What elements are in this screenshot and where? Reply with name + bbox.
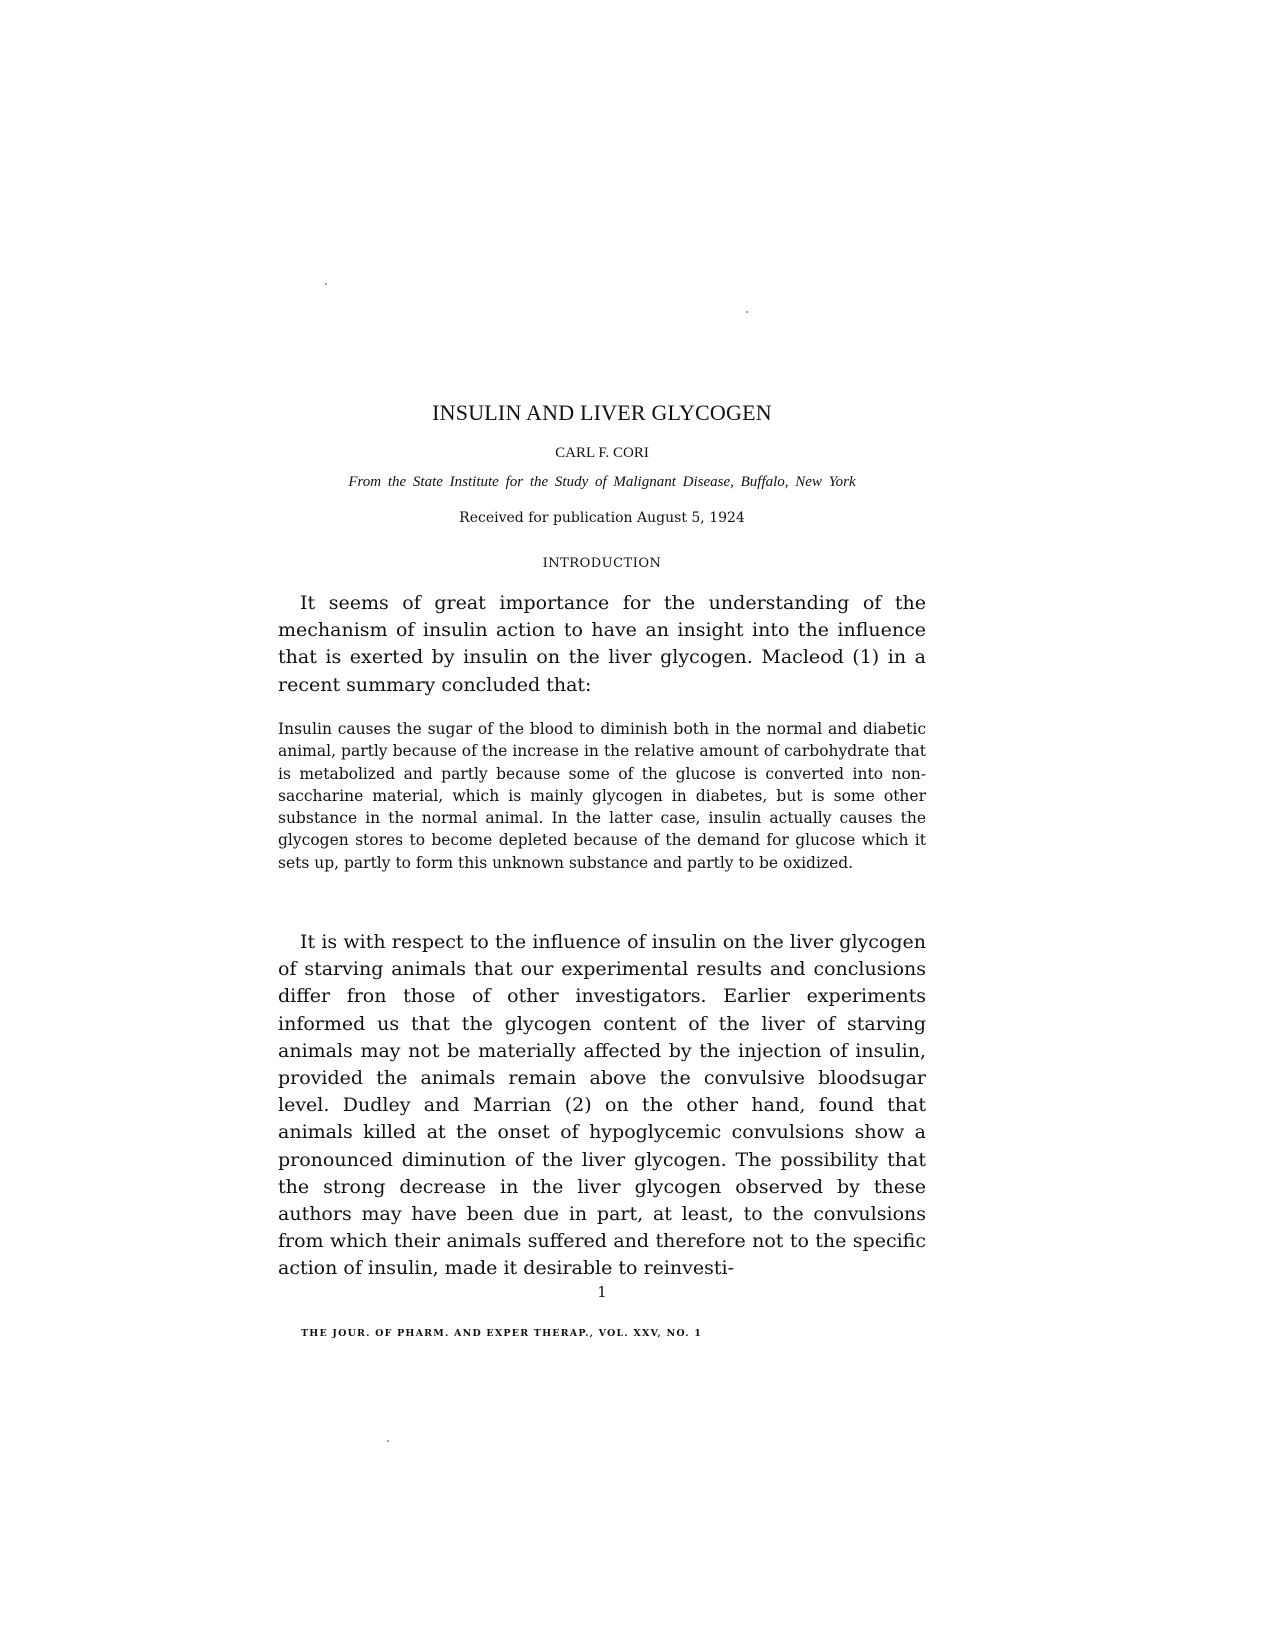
- scan-speck: [387, 1440, 389, 1442]
- page-number: 1: [597, 1283, 607, 1301]
- scan-speck: [325, 283, 327, 285]
- block-quote: Insulin causes the sugar of the blood to diminish both in the normal and diabetic animal, partly because of the increase in the relative amount of carbohydrate that is metabolized and partly because some of the glucose is converted into non-saccharine material, which is mainly glycogen in diabetes, but is some other substance in the normal animal. In the latter case, insulin actually causes the glycogen stores to become depleted because of the demand for glucose which it sets up, partly to form this unknown substance and partly to be oxidized.: [278, 720, 926, 872]
- article-author: CARL F. CORI: [555, 445, 649, 461]
- section-heading-introduction: INTRODUCTION: [542, 556, 662, 571]
- article-affiliation: From the State Institute for the Study of Malignant Disease, Buffalo, New York: [348, 474, 856, 490]
- article-title: INSULIN AND LIVER GLYCOGEN: [432, 400, 772, 425]
- received-date: Received for publication August 5, 1924: [459, 510, 745, 526]
- paper-page: [278, 0, 926, 1651]
- journal-footer: THE JOUR. OF PHARM. AND EXPER THERAP., VOL. XXV, NO. 1: [301, 1328, 703, 1339]
- body-paragraph-2: It is with respect to the influence of insulin on the liver glycogen of starving animals that our experimental results and conclusions differ fron those of other investigators. Earlier experiments informed us that the glycogen content of the liver of starving animals may not be materially affected by the injection of insulin, provided the animals remain above the convulsive bloodsugar level. Dudley and Marrian (2) on the other hand, found that animals killed at the onset of hypoglycemic convulsions show a pronounced diminution of the liver glycogen. The possibility that the strong decrease in the liver glycogen observed by these authors may have been due in part, at least, to the convulsions from which their animals suffered and therefore not to the specific action of insulin, made it desirable to reinvesti-: [278, 931, 926, 1280]
- body-paragraph-1: It seems of great importance for the understanding of the mechanism of insulin action to have an insight into the influence that is exerted by insulin on the liver glycogen. Macleod (1) in a recent summary concluded that:: [278, 592, 926, 696]
- scan-speck: [746, 311, 748, 313]
